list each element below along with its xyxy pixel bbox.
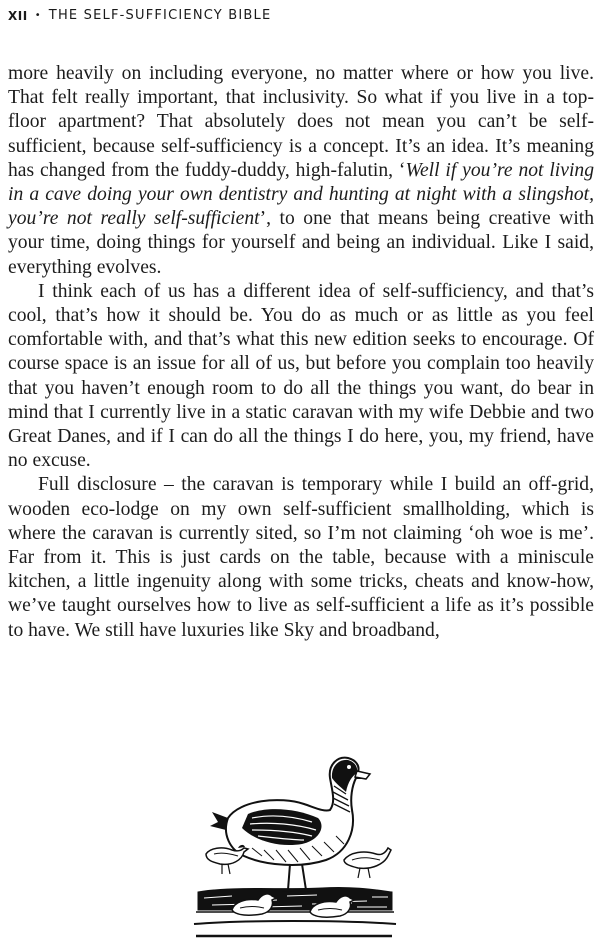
paragraph-1-text-end: ’, to one that means being creative with your time, doing things for yourself and being an individual. Like I said, everything evolves. <box>8 208 595 278</box>
running-header <box>8 8 271 23</box>
main-duck <box>210 758 370 890</box>
duck-woodcut-illustration <box>192 752 398 940</box>
small-bird-right <box>344 848 391 878</box>
page-number: XII <box>8 8 28 23</box>
paragraph-1 <box>8 62 594 280</box>
paragraph-3: Full disclosure – the caravan is temporary while I build an off-grid, wooden eco-lodge on my own self-sufficient smallholding, which is where the caravan is currently sited, so I’m not claiming ‘oh woe is me’. Far from it. This is just cards on the table, because with a miniscule kitchen, a little ingenuity along with some tricks, cheats and know-how, we’ve taught ourselves how to live as self-sufficient a life as it’s possible to have. We still have luxuries like Sky and broadband, <box>8 474 594 641</box>
ground-strip <box>194 887 396 936</box>
small-bird-left <box>206 845 248 874</box>
body-text <box>8 62 594 643</box>
header-separator: • <box>34 10 42 21</box>
book-title: THE SELF-SUFFICIENCY BIBLE <box>48 8 272 23</box>
duck-woodcut-icon <box>192 752 398 940</box>
paragraph-1-quote: Well if you’re not living in a cave doing your own dentistry and hunting at night with a slingshot, you’re not really self-sufficient <box>8 159 594 230</box>
paragraph-1-text: more heavily on including everyone, no matter where or how you live. That felt really important, that inclusivity. So what if you live in a top-floor apartment? That absolutely does not mean you can’t be self-sufficient, because self-sufficiency is a concept. It’s an idea. It’s meaning has changed from the fuddy-duddy, high-falutin, ‘ <box>8 63 594 181</box>
paragraph-2: I think each of us has a different idea of self-sufficiency, and that’s cool, that’s how it should be. You do as much or as little as you feel comfortable with, and that’s what this new edition seeks to encourage. Of course space is an issue for all of us, but before you complain too heavily that you haven’t enough room to do all the things you want, do bear in mind that I currently live in a static caravan with my wife Debbie and two Great Danes, and if I can do all the things I do here, you, my friend, have no excuse. <box>8 280 594 472</box>
